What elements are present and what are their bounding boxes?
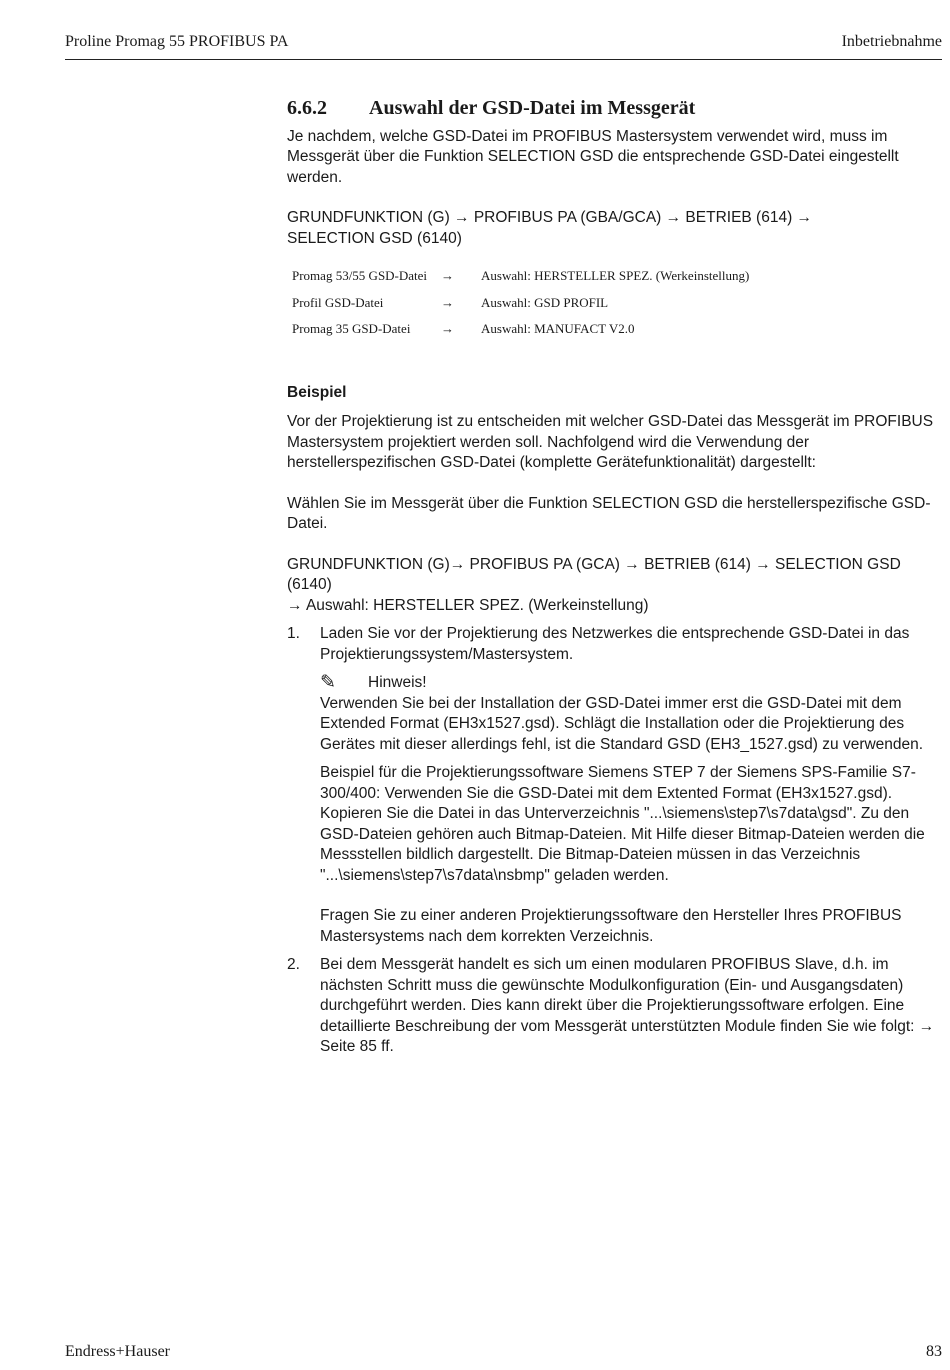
step-text: Laden Sie vor der Projektierung des Netzwerkes die entsprechende GSD-Datei in das Projektierungssystem/Mastersystem. — [320, 625, 910, 663]
gsd-file-name: Promag 53/55 GSD-Datei — [292, 268, 428, 284]
note-title: Hinweis! — [368, 674, 427, 691]
step-body — [320, 624, 942, 947]
step-example-text: Beispiel für die Projektierungssoftware Siemens STEP 7 der Siemens SPS-Familie S7-300/400: Verwenden Sie die GSD-Datei mit dem Extented Format (EH3x1527.gsd). Kopieren Sie die Datei in das Unterverzeichnis "...\siemens\step7\s7data\gsd". Zu den GSD-Dateien gehören auch Bitmap-Dateien. Mit Hilfe dieser Bitmap-Dateien werden die Messstellen bildlich dargestellt. Die Bitmap-Dateien müssen in das Verzeichnis "...\siemens\step7\s7data\nsbmp" geladen werden. — [320, 764, 925, 884]
pencil-icon: ✎ — [320, 672, 336, 694]
gsd-selection-value: Auswahl: MANUFACT V2.0 — [481, 321, 635, 337]
arrow-icon: → — [441, 321, 454, 337]
gsd-file-name: Profil GSD-Datei — [292, 294, 384, 310]
list-item — [287, 624, 942, 947]
gsd-selection-value: Auswahl: HERSTELLER SPEZ. (Werkeinstellung) — [481, 268, 750, 284]
example-heading: Beispiel — [287, 383, 347, 401]
step-number: 1. — [287, 625, 300, 642]
gsd-selection-value: Auswahl: GSD PROFIL — [481, 294, 609, 310]
gsd-selection-table — [287, 263, 942, 343]
table-row — [287, 263, 942, 290]
note-header — [320, 673, 942, 694]
example-instruction: Wählen Sie im Messgerät über die Funktion SELECTION GSD die herstellerspezifische GSD-Datei. — [287, 494, 931, 532]
page-number: 83 — [926, 1343, 942, 1360]
main-content — [287, 98, 942, 1066]
table-row — [287, 316, 942, 343]
header-chapter-title: Inbetriebnahme — [841, 33, 942, 50]
header-product-title: Proline Promag 55 PROFIBUS PA — [65, 33, 289, 50]
nav-path-line: GRUNDFUNKTION (G) → PROFIBUS PA (GBA/GCA) → BETRIEB (614) → — [287, 209, 813, 226]
arrow-icon: → — [441, 294, 454, 310]
list-item — [287, 955, 942, 1058]
intro-paragraph: Je nachdem, welche GSD-Datei im PROFIBUS Mastersystem verwendet wird, muss im Messgerät über die Funktion SELECTION GSD die entsprechende GSD-Datei eingestellt werden. — [287, 127, 899, 186]
header-divider — [65, 59, 942, 60]
gsd-file-name: Promag 35 GSD-Datei — [292, 321, 411, 337]
nav-path-line: → Auswahl: HERSTELLER SPEZ. (Werkeinstellung) — [287, 596, 649, 614]
nav-path-line: SELECTION GSD (6140) — [287, 229, 462, 247]
step-followup-text: Fragen Sie zu einer anderen Projektierungssoftware den Hersteller Ihres PROFIBUS Mastersystems nach dem korrekten Verzeichnis. — [320, 907, 902, 945]
step-number: 2. — [287, 956, 300, 973]
example-paragraph: Vor der Projektierung ist zu entscheiden mit welcher GSD-Datei das Messgerät im PROFIBUS Mastersystem projektiert werden soll. Nachfolgend wird die Verwendung der herstellerspezifischen GSD-Datei (komplette Gerätefunktionalität) dargestellt: — [287, 413, 934, 471]
navigation-path-1 — [287, 208, 942, 249]
navigation-path-2 — [287, 555, 942, 617]
section-number: 6.6.2 — [287, 97, 327, 119]
section-title: Auswahl der GSD-Datei im Messgerät — [369, 97, 696, 119]
steps-list — [287, 624, 942, 1058]
table-row — [287, 290, 942, 317]
nav-path-line: GRUNDFUNKTION (G)→ PROFIBUS PA (GCA) → BETRIEB (614) → SELECTION GSD (6140) — [287, 555, 901, 593]
section-heading — [287, 98, 942, 119]
footer-company: Endress+Hauser — [65, 1343, 170, 1360]
step-body — [320, 955, 942, 1058]
arrow-icon: → — [441, 268, 454, 284]
note-text: Verwenden Sie bei der Installation der GSD-Datei immer erst die GSD-Datei mit dem Extended Format (EH3x1527.gsd). Schlägt die Installation oder die Projektierung des Gerätes mit dieser allerdings fehl, ist die Standard GSD (EH3_1527.gsd) zu verwenden. — [320, 694, 924, 753]
step-text: Bei dem Messgerät handelt es sich um einen modularen PROFIBUS Slave, d.h. im nächsten Schritt muss die gewünschte Modulkonfiguration (Ein- und Ausgangsdaten) durchgeführt werden. Dies kann direkt über die Projektierungssoftware erfolgen. Eine detaillierte Beschreibung der vom Messgerät unterstützten Module finden Sie wie folgt: → Seite 85 ff. — [320, 956, 935, 1055]
